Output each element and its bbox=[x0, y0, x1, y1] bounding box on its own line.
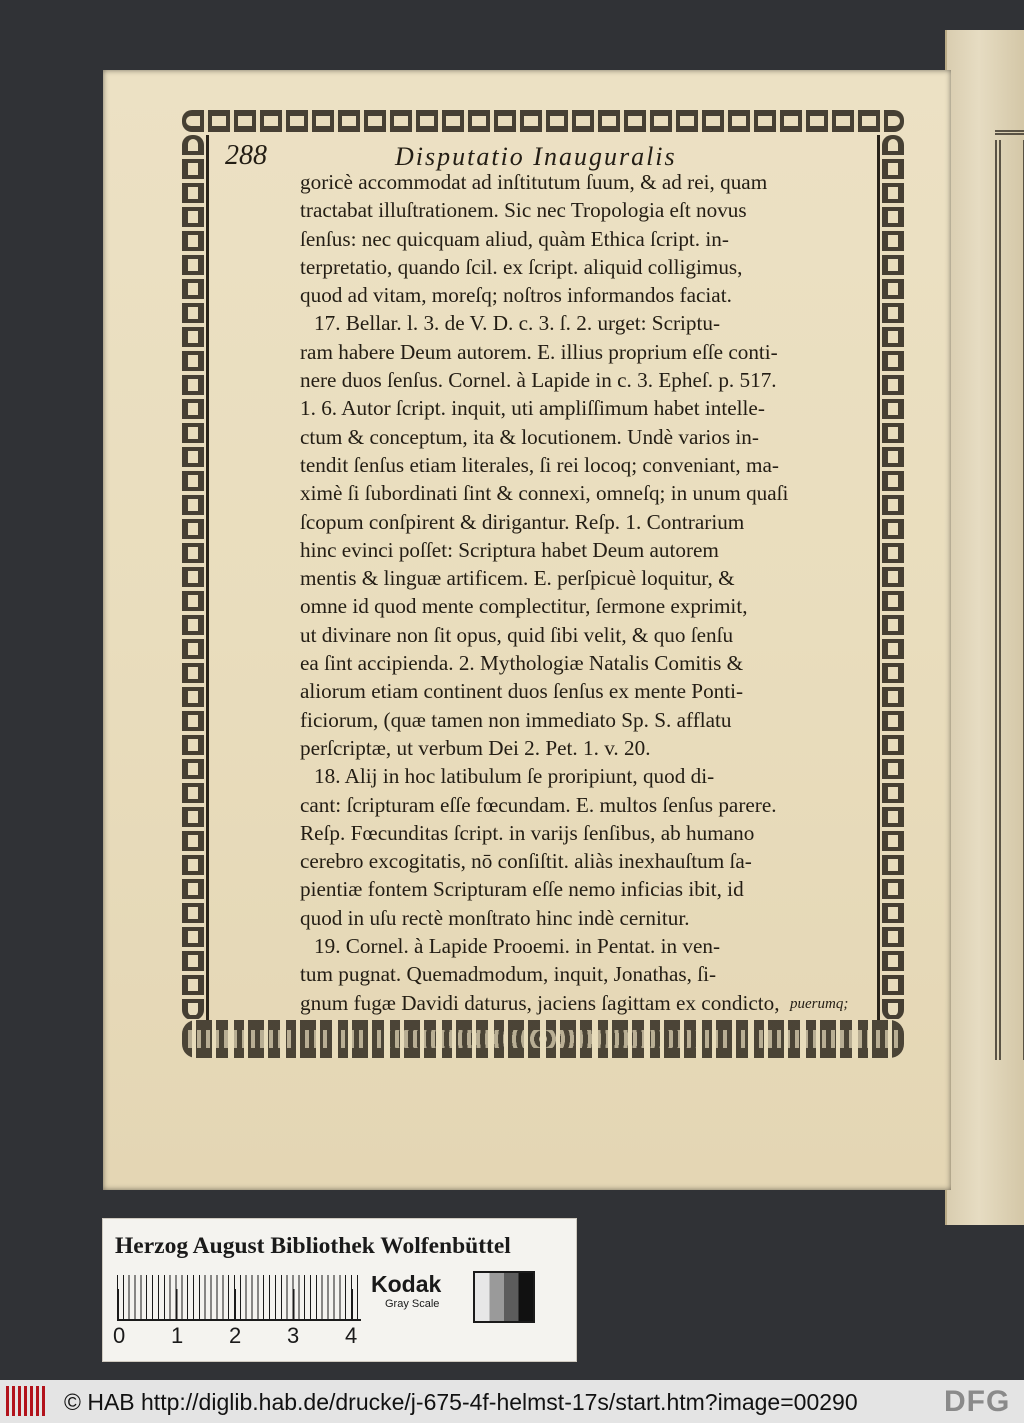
text-line: 1. 6. Autor ſcript. inquit, uti ampliſſimum habet intelle- bbox=[300, 396, 765, 421]
ruler-number: 1 bbox=[171, 1323, 184, 1348]
ruler-number: 3 bbox=[287, 1323, 300, 1348]
text-line: tractabat illuſtrationem. Sic nec Tropologia eſt novus bbox=[300, 198, 747, 223]
kodak-gray-scale: Gray Scale bbox=[385, 1298, 440, 1310]
ruler-numbers bbox=[113, 1323, 373, 1349]
text-line: omne id quod mente complectitur, ſermone exprimit, bbox=[300, 594, 748, 619]
text-line: perſcriptæ, ut verbum Dei 2. Pet. 1. v. 20. bbox=[300, 735, 651, 760]
ruler-number: 4 bbox=[345, 1323, 358, 1348]
text-line: quod in uſu rectè monſtrato hinc indè cernitur. bbox=[300, 905, 690, 930]
text-line: ficiorum, (quæ tamen non immediato Sp. S. afflatu bbox=[300, 707, 732, 732]
text-line: ram habere Deum autorem. E. illius proprium eſſe conti- bbox=[300, 339, 778, 364]
adjacent-page bbox=[945, 30, 1024, 1225]
text-line: nere duos ſenſus. Cornel. à Lapide in c. 3. Epheſ. p. 517. bbox=[300, 368, 777, 393]
running-title: Disputatio Inauguralis bbox=[395, 142, 677, 171]
text-line: hinc evinci poſſet: Scriptura habet Deum autorem bbox=[300, 537, 719, 562]
text-line: ſenſus: nec quicquam aliud, quàm Ethica ſcript. in- bbox=[300, 226, 729, 251]
body-text bbox=[300, 168, 874, 1017]
text-line: 17. Bellar. l. 3. de V. D. c. 3. ſ. 2. urget: Scriptu- bbox=[314, 311, 721, 336]
text-line: ximè ſi ſubordinati ſint & connexi, omneſq; in unum quaſi bbox=[300, 481, 789, 506]
scale-ruler bbox=[117, 1275, 361, 1321]
text-line: ſcopum conſpirent & dirigantur. Reſp. 1. Contrarium bbox=[300, 509, 745, 534]
text-line: ctum & conceptum, ita & locutionem. Undè varios in- bbox=[300, 424, 759, 449]
ornamental-border-left bbox=[182, 135, 204, 1020]
ruler-number: 0 bbox=[113, 1323, 126, 1348]
text-line: quod ad vitam, moreſq; noſtros informandos faciat. bbox=[300, 283, 732, 308]
gray-scale-patch bbox=[473, 1271, 535, 1323]
text-line: mentis & linguæ artificem. E. perſpicuè loquitur, & bbox=[300, 566, 735, 591]
ornamental-border-top bbox=[182, 110, 904, 132]
text-line: Reſp. Fœcunditas ſcript. in varijs ſenſibus, ab humano bbox=[300, 820, 755, 845]
text-line: ut divinare non ſit opus, quid ſibi velit, & quo ſenſu bbox=[300, 622, 734, 647]
text-line: cant: ſcripturam eſſe fœcundam. E. multos ſenſus parere. bbox=[300, 792, 777, 817]
page-number: 288 bbox=[225, 140, 267, 171]
footer-source-link[interactable]: © HAB http://diglib.hab.de/drucke/j-675-4f-helmst-17s/start.htm?image=00290 bbox=[64, 1389, 858, 1415]
text-line: cerebro excogitatis, nō conſiſtit. aliàs inexhauſtum ſa- bbox=[300, 849, 752, 874]
text-line: 18. Alij in hoc latibulum ſe proripiunt, quod di- bbox=[314, 764, 715, 789]
ornamental-border-right bbox=[882, 135, 904, 1020]
text-line: gnum fugæ Davidi daturus, jaciens ſagittam ex condicto, bbox=[300, 990, 780, 1015]
text-line: ea ſint accipienda. 2. Mythologiæ Natalis Comitis & bbox=[300, 651, 744, 676]
ruler-number: 2 bbox=[229, 1323, 242, 1348]
text-line: tendit ſenſus etiam literales, ſi rei locoq; conveniant, ma- bbox=[300, 452, 779, 477]
adjacent-page-ornament bbox=[995, 140, 1024, 1060]
text-line: tum pugnat. Quemadmodum, inquit, Jonathas, ſi- bbox=[300, 962, 717, 987]
text-line: 19. Cornel. à Lapide Prooemi. in Pentat. in ven- bbox=[314, 934, 721, 959]
inner-rule-left bbox=[206, 135, 209, 1020]
text-line: goricè accommodat ad inſtitutum ſuum, & ad rei, quam bbox=[300, 170, 768, 194]
text-line: terpretatio, quando ſcil. ex ſcript. aliquid colligimus, bbox=[300, 254, 743, 279]
inner-rule-right bbox=[877, 135, 880, 1020]
text-line: pientiæ fontem Scripturam eſſe nemo inficias ibit, id bbox=[300, 877, 744, 902]
text-line: aliorum etiam continent duos ſenſus ex mente Ponti- bbox=[300, 679, 744, 704]
kodak-logo: Kodak bbox=[371, 1271, 442, 1297]
dfg-logo: DFG bbox=[944, 1385, 1011, 1418]
hab-logo-icon bbox=[6, 1386, 46, 1416]
footer-bar bbox=[0, 1380, 1024, 1423]
catchword: puerumq; bbox=[790, 996, 849, 1012]
ornamental-border-bottom bbox=[182, 1020, 904, 1058]
library-color-card bbox=[102, 1218, 577, 1362]
library-name: Herzog August Bibliothek Wolfenbüttel bbox=[115, 1233, 511, 1259]
